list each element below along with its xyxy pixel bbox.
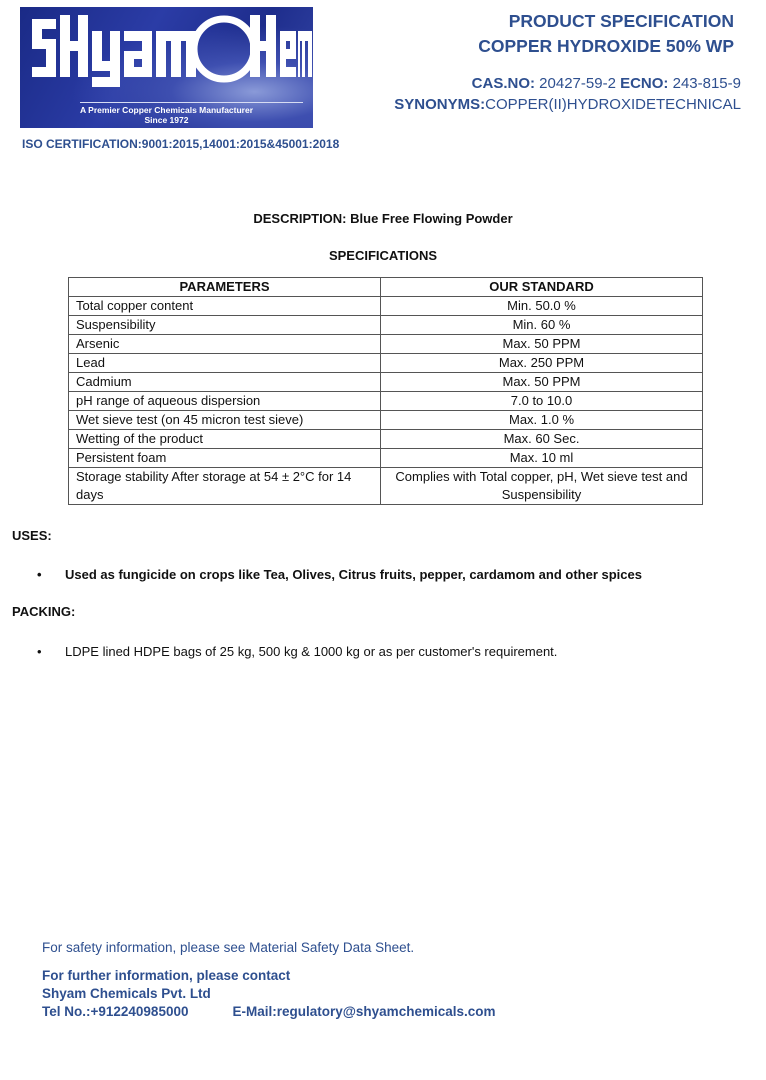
email-address: E-Mail:regulatory@shyamchemicals.com xyxy=(232,1004,496,1019)
table-row xyxy=(69,430,703,449)
table-row xyxy=(69,373,703,392)
title-line-2: COPPER HYDROXIDE 50% WP xyxy=(478,36,734,56)
parameter-cell: Suspensibility xyxy=(69,316,381,335)
bullet-icon: • xyxy=(37,644,42,659)
standard-cell: Min. 50.0 % xyxy=(381,297,703,316)
cas-value: 20427-59-2 xyxy=(535,75,621,92)
parameter-cell: Wetting of the product xyxy=(69,430,381,449)
logo-tagline xyxy=(20,105,313,125)
parameter-cell: Arsenic xyxy=(69,335,381,354)
table-row xyxy=(69,468,703,505)
contact-row xyxy=(42,1003,496,1021)
table-row xyxy=(69,297,703,316)
safety-note: For safety information, please see Material Safety Data Sheet. xyxy=(42,940,415,955)
synonyms-line xyxy=(394,94,741,115)
parameter-cell: Wet sieve test (on 45 micron test sieve) xyxy=(69,411,381,430)
packing-item-text: LDPE lined HDPE bags of 25 kg, 500 kg & 1000 kg or as per customer's requirement. xyxy=(65,644,558,659)
packing-list-item xyxy=(37,644,557,659)
table-row xyxy=(69,411,703,430)
parameter-cell: Lead xyxy=(69,354,381,373)
uses-heading: USES: xyxy=(12,528,52,543)
standard-cell: Complies with Total copper, pH, Wet sieve test and Suspensibility xyxy=(381,468,703,505)
standard-cell: 7.0 to 10.0 xyxy=(381,392,703,411)
synonyms-label: SYNONYMS: xyxy=(394,96,486,113)
title-line-1: PRODUCT SPECIFICATION xyxy=(508,11,734,31)
document-title xyxy=(478,9,734,59)
standard-cell: Max. 10 ml xyxy=(381,449,703,468)
cas-label: CAS.NO: xyxy=(471,75,536,92)
telephone: Tel No.:+912240985000 xyxy=(42,1004,189,1019)
table-row xyxy=(69,392,703,411)
parameter-cell: Total copper content xyxy=(69,297,381,316)
standard-cell: Max. 50 PPM xyxy=(381,335,703,354)
standard-cell: Max. 1.0 % xyxy=(381,411,703,430)
synonyms-value: COPPER(II)HYDROXIDETECHNICAL xyxy=(485,96,741,113)
cas-ec-line xyxy=(394,73,741,94)
logo-divider xyxy=(80,102,303,103)
table-row xyxy=(69,335,703,354)
logo-tagline-1: A Premier Copper Chemicals Manufacturer xyxy=(79,105,254,115)
standard-cell: Min. 60 % xyxy=(381,316,703,335)
packing-heading: PACKING: xyxy=(12,604,76,619)
specification-table xyxy=(68,277,703,505)
specifications-heading: SPECIFICATIONS xyxy=(328,248,438,263)
standard-cell: Max. 60 Sec. xyxy=(381,430,703,449)
parameter-cell: pH range of aqueous dispersion xyxy=(69,392,381,411)
table-row xyxy=(69,449,703,468)
company-name: Shyam Chemicals Pvt. Ltd xyxy=(42,986,211,1001)
table-row xyxy=(69,316,703,335)
logo-tagline-2: Since 1972 xyxy=(144,115,189,125)
contact-block xyxy=(42,967,496,1021)
logo-wordmark xyxy=(28,9,313,87)
parameter-cell: Storage stability After storage at 54 ± 2°C for 14 days xyxy=(69,468,381,505)
standard-cell: Max. 50 PPM xyxy=(381,373,703,392)
parameter-cell: Persistent foam xyxy=(69,449,381,468)
iso-certification: ISO CERTIFICATION:9001:2015,14001:2015&45001:2018 xyxy=(22,137,340,151)
header-our-standard: OUR STANDARD xyxy=(381,278,703,297)
table-row xyxy=(69,354,703,373)
contact-line: For further information, please contact xyxy=(42,968,291,983)
uses-item-text: Used as fungicide on crops like Tea, Olives, Citrus fruits, pepper, cardamom and other spices xyxy=(65,567,642,582)
product-identifiers xyxy=(394,73,741,115)
parameter-cell: Cadmium xyxy=(69,373,381,392)
ec-value: 243-815-9 xyxy=(668,75,741,92)
uses-list-item xyxy=(37,567,642,582)
bullet-icon: • xyxy=(37,567,42,582)
product-description: DESCRIPTION: Blue Free Flowing Powder xyxy=(253,211,513,226)
header-parameters: PARAMETERS xyxy=(69,278,381,297)
table-header-row xyxy=(69,278,703,297)
standard-cell: Max. 250 PPM xyxy=(381,354,703,373)
ec-label: ECNO: xyxy=(620,75,669,92)
company-logo xyxy=(20,7,313,128)
